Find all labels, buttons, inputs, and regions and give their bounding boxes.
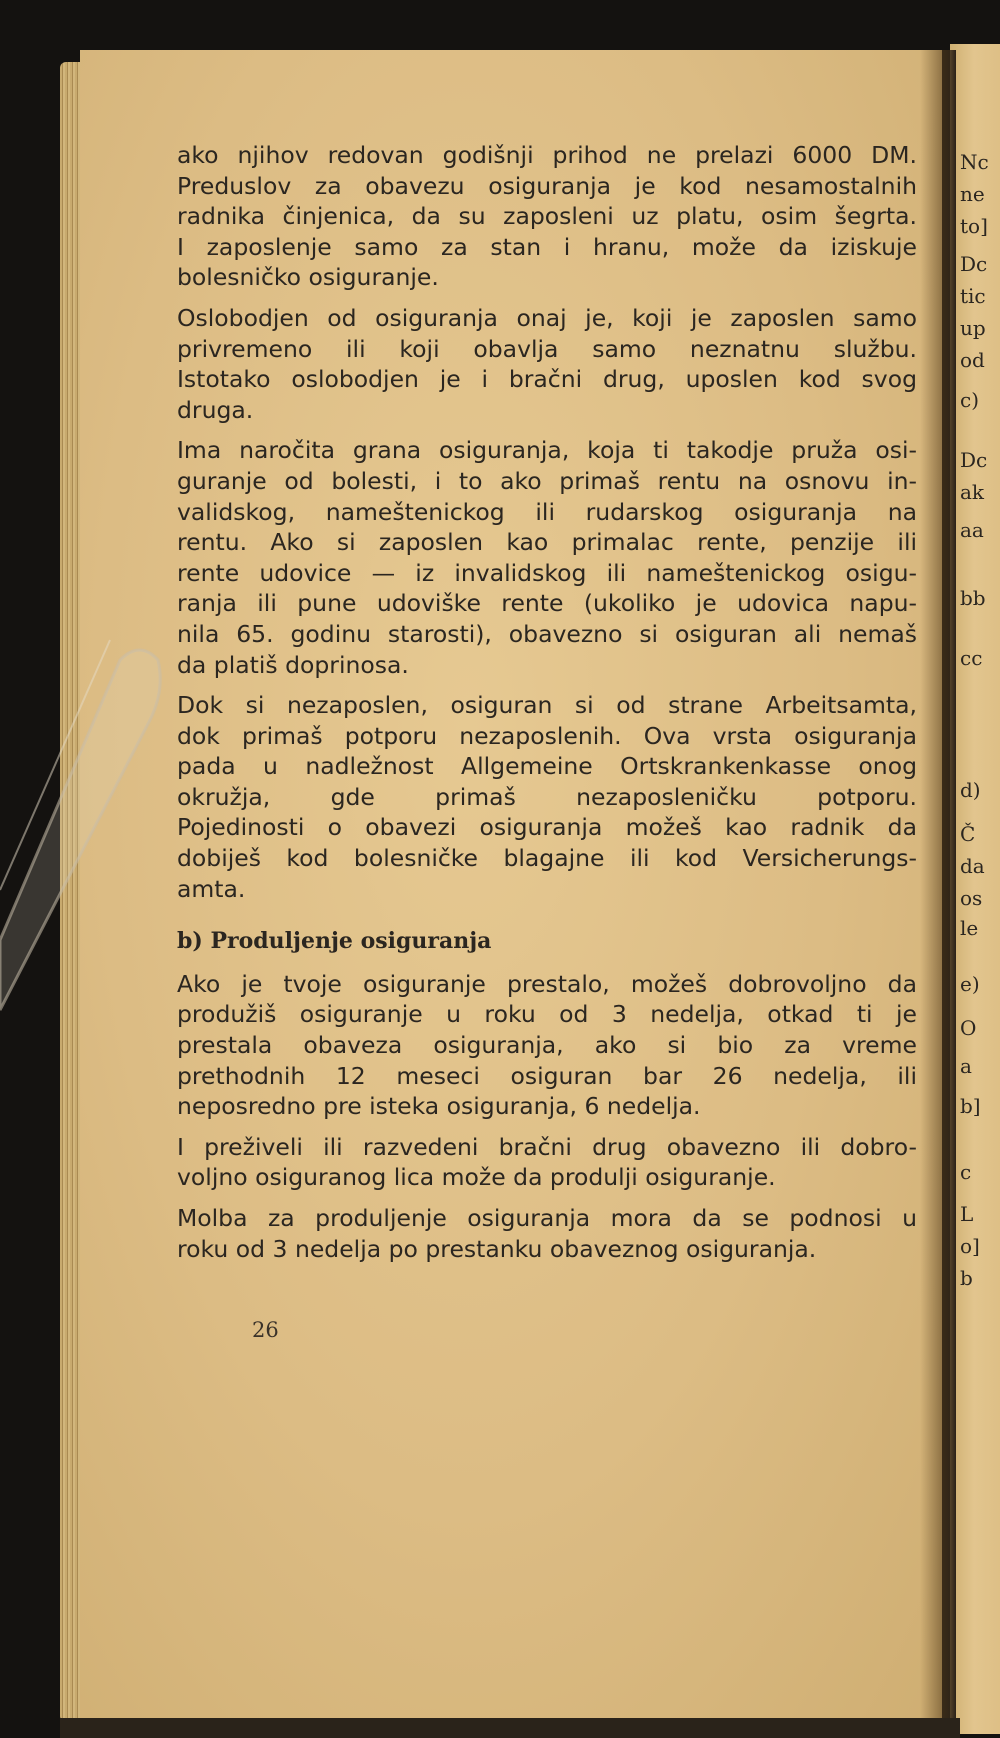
next-page-fragment: b] — [960, 1094, 981, 1118]
text-line: ako njihov redovan godišnji prihod ne prelazi 6000 DM. — [177, 141, 917, 169]
text-line: guranje od bolesti, i to ako primaš rentu na osnovu in- — [177, 466, 917, 495]
next-page-fragment: da — [960, 854, 985, 878]
text-line: dok primaš potporu nezaposlenih. Ova vrsta osiguranja — [177, 721, 917, 750]
text-line: radnika činjenica, da su zaposleni uz platu, osim šegrta. — [177, 202, 917, 231]
text-line: Istotako oslobodjen je i bračni drug, uposlen kod svog — [177, 365, 917, 394]
page-bottom-shadow — [60, 1718, 960, 1738]
text-line: amta. — [177, 874, 246, 903]
next-page-fragment: le — [960, 916, 979, 940]
text-line: Pojedinosti o obavezi osiguranja možeš kao radnik da — [177, 813, 917, 842]
section-heading: b) Produljenje osiguranja — [177, 928, 492, 955]
next-page-fragment: os — [960, 886, 983, 910]
text-line: bolesničko osiguranje. — [177, 263, 439, 292]
next-page-fragment: bb — [960, 586, 986, 610]
text-line: prethodnih 12 meseci osiguran bar 26 nedelja, ili — [177, 1061, 917, 1090]
next-page-fragment: d) — [960, 778, 981, 802]
next-page-fragment: Č — [960, 822, 976, 846]
text-line: I preživeli ili razvedeni bračni drug obavezno ili dobro- — [177, 1132, 917, 1161]
next-page-fragment: L — [960, 1202, 974, 1226]
next-page-fragment: c) — [960, 388, 980, 412]
next-page-fragment: e) — [960, 972, 980, 996]
text-line: druga. — [177, 395, 254, 424]
text-line: validskog, nameštenickog ili rudarskog osiguranja na — [177, 497, 917, 526]
next-page-fragment: ne — [960, 182, 985, 206]
next-page-fragment: O — [960, 1016, 977, 1040]
next-page-fragment: cc — [960, 646, 983, 670]
next-page-fragment: o] — [960, 1234, 980, 1258]
text-line: dobiješ kod bolesničke blagajne ili kod Versicherungs- — [177, 844, 917, 873]
next-page-fragment: b — [960, 1266, 973, 1290]
next-page-fragment: Dc — [960, 448, 988, 472]
text-line: privremeno ili koji obavlja samo neznatnu službu. — [177, 334, 917, 363]
text-line: produžiš osiguranje u roku od 3 nedelja, otkad ti je — [177, 1000, 917, 1029]
next-page-fragment: aa — [960, 518, 984, 542]
text-line: ranja ili pune udoviške rente (ukoliko je udovica napu- — [177, 589, 917, 618]
text-line: Dok si nezaposlen, osiguran si od strane Arbeitsamta, — [177, 691, 917, 720]
text-line: neposredno pre isteka osiguranja, 6 nedelja. — [177, 1092, 701, 1121]
text-line: prestala obaveza osiguranja, ako si bio za vreme — [177, 1031, 917, 1060]
text-line: Preduslov za obavezu osiguranja je kod nesamostalnih — [177, 171, 917, 200]
next-page-fragment: up — [960, 316, 986, 340]
text-line: da platiš doprinosa. — [177, 650, 409, 679]
text-line: Ima naročita grana osiguranja, koja ti takodje pruža osi- — [177, 436, 917, 465]
next-page-fragment: Dc — [960, 252, 988, 276]
text-line: Ako je tvoje osiguranje prestalo, možeš dobrovoljno da — [177, 969, 917, 998]
text-line: okružja, gde primaš nezaposleničku potporu. — [177, 782, 917, 811]
text-line: nila 65. godinu starosti), obavezno si osiguran ali nemaš — [177, 619, 917, 648]
text-line: Oslobodjen od osiguranja onaj je, koji je zaposlen samo — [177, 303, 917, 332]
page-number: 26 — [252, 1318, 279, 1342]
next-page-fragment: a — [960, 1054, 972, 1078]
next-page-fragment: od — [960, 348, 985, 372]
text-line: rentu. Ako si zaposlen kao primalac rente, penzije ili — [177, 528, 917, 557]
next-page-fragment: Nc — [960, 150, 989, 174]
next-page-fragment: to] — [960, 214, 988, 238]
text-line: rente udovice — iz invalidskog ili nameštenickog osigu- — [177, 558, 917, 587]
text-line: roku od 3 nedelja po prestanku obaveznog osiguranja. — [177, 1234, 817, 1263]
text-line: Molba za produljenje osiguranja mora da se podnosi u — [177, 1204, 917, 1232]
text-line: I zaposlenje samo za stan i hranu, može da iziskuje — [177, 232, 917, 261]
next-page-fragment: ak — [960, 480, 985, 504]
text-line: voljno osiguranog lica može da produlji osiguranje. — [177, 1163, 776, 1192]
next-page-fragment: c — [960, 1160, 972, 1184]
next-page-fragment: tic — [960, 284, 986, 308]
text-line: pada u nadležnost Allgemeine Ortskrankenkasse onog — [177, 752, 917, 781]
